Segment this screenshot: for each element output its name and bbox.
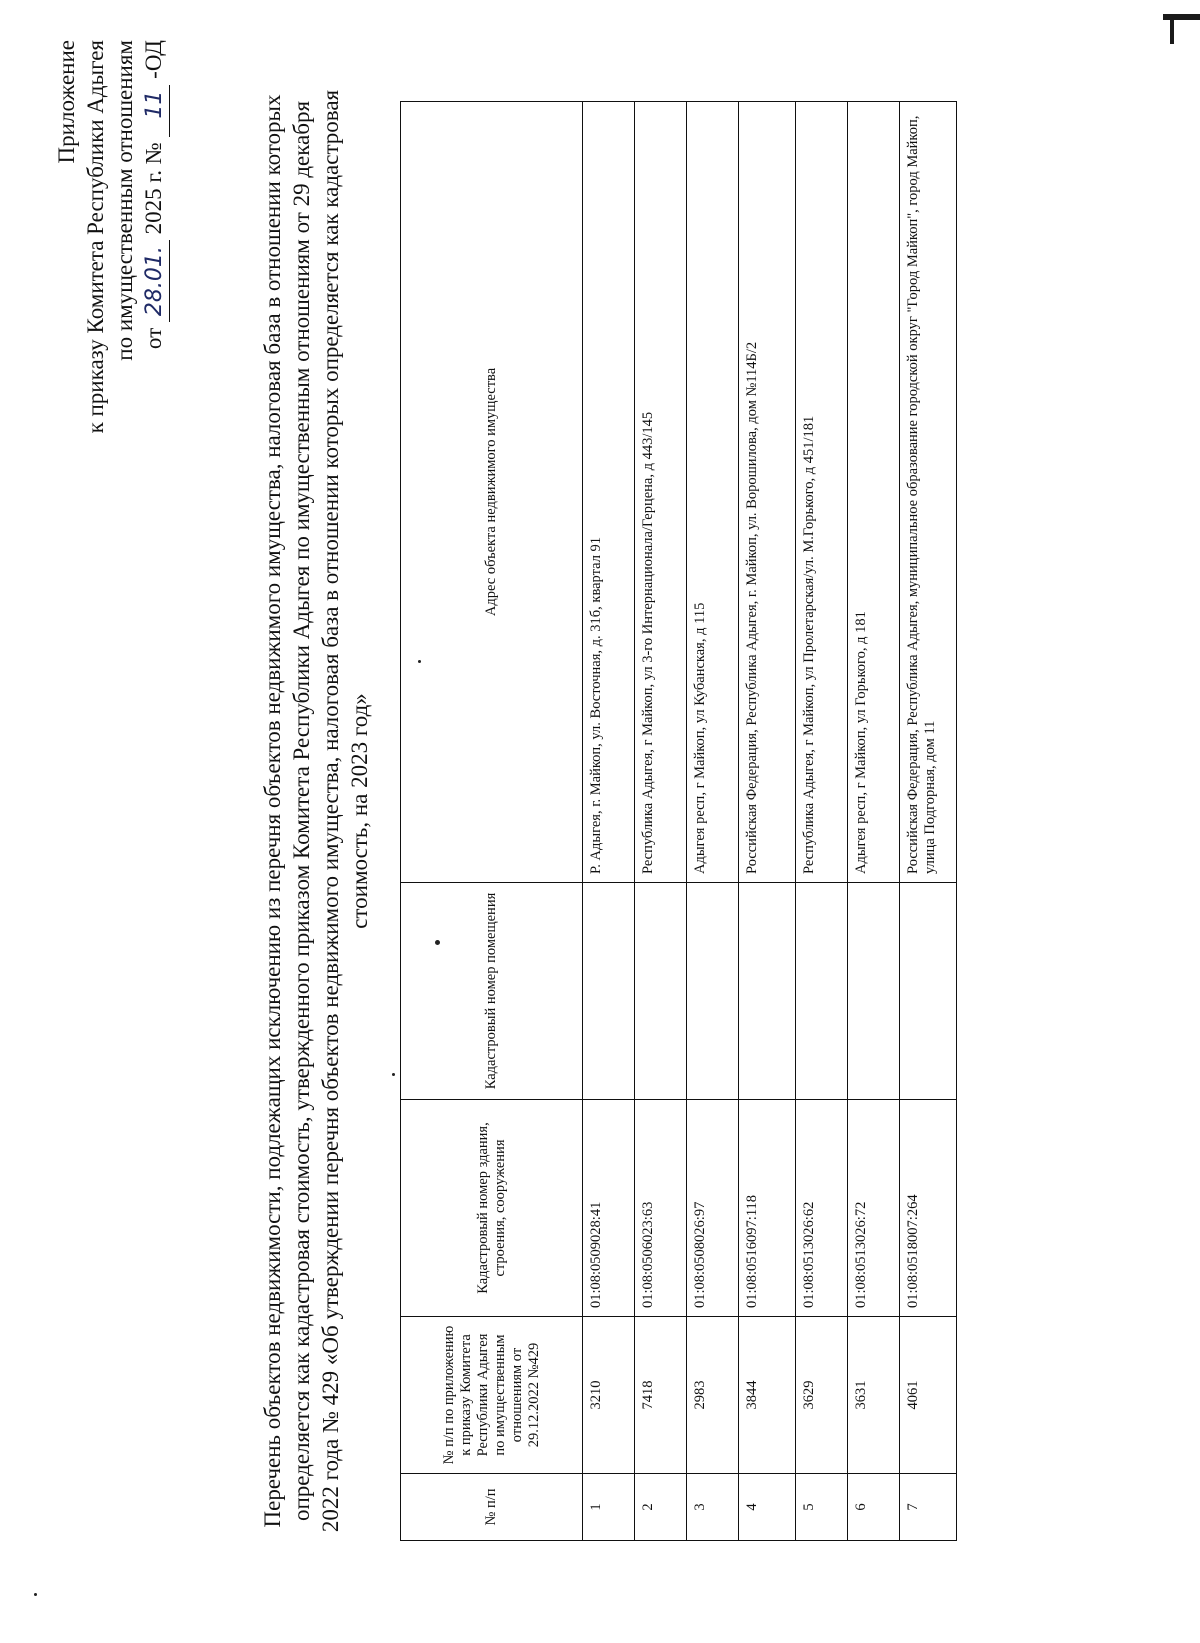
table-row: [583, 102, 635, 1541]
cell-address: Республика Адыгея, г Майкоп, ул Пролетарская/ул. М.Горького, д 451/181: [796, 102, 848, 883]
document-title: Перечень объектов недвижимости, подлежащих исключению из перечня объектов недвижимого имущества, налоговая база в отношении которых определяется как кадастровая стоимость, утвержденного приказом Комитета Республики Адыгея по имущественным отношениям от 29 декабря 2022 года № 429 «Об утверждении перечня объектов недвижимого имущества, налоговая база в отношении которых определяется как кадастровая стоимость, на 2023 год»: [260, 89, 372, 1533]
handwritten-date: 28.01.: [140, 240, 170, 322]
table-row: [739, 102, 796, 1541]
cell-num: 3: [687, 1474, 739, 1541]
objects-table: [400, 101, 957, 1541]
date-year: 2025 г. №: [141, 142, 166, 235]
cell-address: Российская Федерация, Республика Адыгея, г. Майкоп, ул. Ворошилова, дом №114Б/2: [739, 102, 796, 883]
rotated-page: [40, 26, 1160, 1616]
cell-ref: 7418: [635, 1317, 687, 1474]
cell-room: [796, 883, 848, 1100]
cell-building: 01:08:0516097:118: [739, 1100, 796, 1317]
header-ref: № п/п по приложению к приказу Комитета Республики Адыгея по имущественным отношениям от 29.12.2022 №429: [401, 1317, 583, 1474]
cell-building: 01:08:0506023:63: [635, 1100, 687, 1317]
cell-address: Республика Адыгея, г Майкоп, ул 3-го Интернационала/Герцена, д 443/145: [635, 102, 687, 883]
table-row: [796, 102, 848, 1541]
handwritten-number: 11: [140, 85, 170, 137]
cell-address: Р. Адыгея, г. Майкоп, ул. Восточная, д. 31б, квартал 91: [583, 102, 635, 883]
table-row: [848, 102, 900, 1541]
cell-num: 2: [635, 1474, 687, 1541]
cell-ref: 3844: [739, 1317, 796, 1474]
table-row: [635, 102, 687, 1541]
cell-address: Адыгея респ, г Майкоп, ул Горького, д 181: [848, 102, 900, 883]
cell-room: [687, 883, 739, 1100]
cell-building: 01:08:0518007:264: [900, 1100, 957, 1317]
appendix-date-line: [139, 40, 170, 720]
scan-speck: [34, 1593, 37, 1596]
appendix-label: Приложение: [54, 40, 79, 164]
cell-ref: 4061: [900, 1317, 957, 1474]
cell-ref: 2983: [687, 1317, 739, 1474]
appendix-header: [52, 40, 170, 720]
table-row: [687, 102, 739, 1541]
cell-room: [848, 883, 900, 1100]
cell-address: Адыгея респ, г Майкоп, ул Кубанская, д 115: [687, 102, 739, 883]
cell-ref: 3631: [848, 1317, 900, 1474]
cell-ref: 3210: [583, 1317, 635, 1474]
cell-room: [739, 883, 796, 1100]
header-room-cadastral: Кадастровый номер помещения: [401, 883, 583, 1100]
appendix-order-ref: к приказу Комитета Республики Адыгея: [83, 40, 108, 434]
cell-building: 01:08:0508026:97: [687, 1100, 739, 1317]
cell-ref: 3629: [796, 1317, 848, 1474]
header-building-cadastral: Кадастровый номер здания, строения, сооружения: [401, 1100, 583, 1317]
cell-building: 01:08:0513026:62: [796, 1100, 848, 1317]
number-suffix: -ОД: [141, 40, 166, 79]
cell-num: 4: [739, 1474, 796, 1541]
date-prefix: от: [141, 327, 166, 350]
cell-room: [583, 883, 635, 1100]
header-num: № п/п: [401, 1474, 583, 1541]
cell-num: 1: [583, 1474, 635, 1541]
cell-building: 01:08:0513026:72: [848, 1100, 900, 1317]
cell-num: 6: [848, 1474, 900, 1541]
scan-edge-mark: [1163, 14, 1200, 20]
header-address: Адрес объекта недвижимого имущества: [401, 102, 583, 883]
cell-building: 01:08:0509028:41: [583, 1100, 635, 1317]
cell-num: 7: [900, 1474, 957, 1541]
cell-num: 5: [796, 1474, 848, 1541]
scan-edge-mark-stem: [1170, 20, 1174, 44]
cell-room: [900, 883, 957, 1100]
cell-address: Российская Федерация, Республика Адыгея, муниципальное образование городской округ "Город Майкоп", город Майкоп, улица Подгорная, дом 11: [900, 102, 957, 883]
table-header-row: [401, 102, 583, 1541]
table-row: [900, 102, 957, 1541]
appendix-dept: по имущественным отношениям: [112, 40, 137, 361]
cell-room: [635, 883, 687, 1100]
